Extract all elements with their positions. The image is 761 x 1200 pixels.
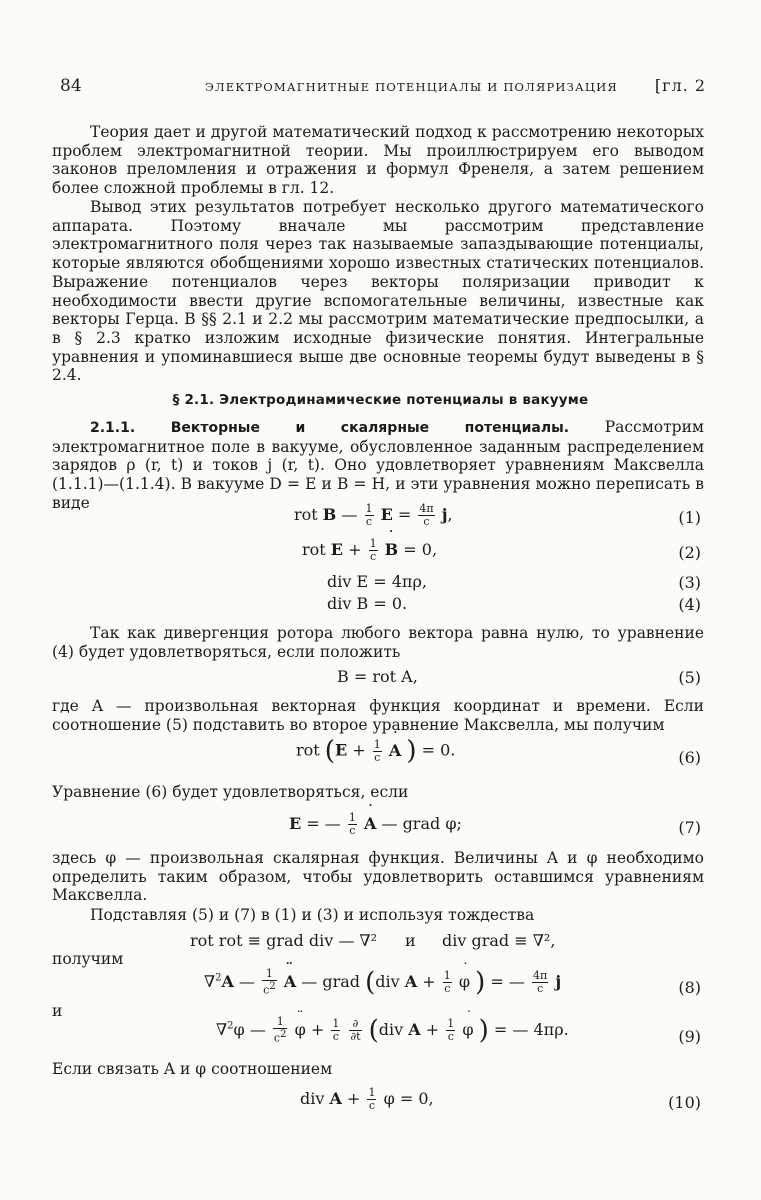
identity-and: и <box>405 931 416 950</box>
paragraph-divergence: Так как дивергенция ротора любого вектора равна нулю, то уравнение (4) будет удовлетворяться, если положить <box>52 624 704 661</box>
equation-9: ∇$^2$φ — $\frac{1}{c^2}$ φ ¨ + $\frac{1}{c}$ $\frac{\partial}{\partial t}$ (div A + $\frac{1}{c}$ φ ˙ ) = — 4πρ. <box>216 1016 569 1045</box>
equation-8: ∇$^2$A — $\frac{1}{c^2}$ A ¨ — grad (div A + $\frac{1}{c}$ φ ˙ ) = — $\frac{4\pi}{c}$ j <box>204 968 561 997</box>
equation-number: (2) <box>678 543 701 562</box>
paragraph-vector-function: где A — произвольная векторная функция координат и времени. Если соотношение (5) подставить во второе уравнение Максвелла, мы получим <box>52 697 704 734</box>
equation-7: E = — $\frac{1}{c}$ A ˙ — grad φ; <box>289 812 462 837</box>
equation-1: rot B — $\frac{1}{c}$ E = $\frac{4\pi}{c}$ j, <box>294 502 453 528</box>
equation-3: div E = 4πρ, <box>327 572 427 591</box>
equation-number: (7) <box>678 818 701 837</box>
equation-6: rot (E + $\frac{1}{c}$ A ˙ ) = 0. <box>296 738 455 764</box>
equation-number: (10) <box>668 1093 701 1112</box>
equation-10: div A + $\frac{1}{c}$ φ = 0, <box>300 1086 434 1112</box>
paragraph-potentials <box>52 418 704 513</box>
paragraph-substitution: Подставляя (5) и (7) в (1) и (3) и используя тождества <box>90 906 535 924</box>
paragraph-scalar-function: здесь φ — произвольная скалярная функция. Величины A и φ необходимо определить таким образом, чтобы удовлетворить оставшимся уравнениям Максвелла. <box>52 849 704 905</box>
equation-number: (4) <box>678 595 701 614</box>
equation-5: B = rot A, <box>337 667 418 686</box>
equation-number: (9) <box>678 1027 701 1046</box>
conjunction-and: и <box>52 1002 63 1020</box>
identity-div-grad: div grad ≡ ∇², <box>442 931 556 950</box>
paragraph-potentials-text: Рассмотрим электромагнитное поле в вакууме, обусловленное заданным распределением зарядов ρ (r, t) и токов j (r, t). Оно удовлетворяет уравнениям Максвелла (1.1.1)—(1.1.4). В вакууме D = E и B = H, и эти уравнения можно переписать в виде <box>52 418 704 512</box>
equation-number: (5) <box>678 668 701 687</box>
equation-number: (8) <box>678 978 701 997</box>
paragraph-obtain: получим <box>52 950 124 968</box>
equation-2: rot E + $\frac{1}{c}$ B ˙ = 0, <box>302 538 437 563</box>
equation-number: (6) <box>678 748 701 767</box>
equation-4: div B = 0. <box>327 594 408 613</box>
equation-number: (3) <box>678 573 701 592</box>
identity-rot-rot: rot rot ≡ grad div — ∇² <box>190 931 377 950</box>
paragraph-gauge: Если связать A и φ соотношением <box>52 1060 333 1078</box>
page-number: 84 <box>60 76 82 96</box>
chapter-marker: [гл. 2 <box>654 76 706 95</box>
paragraph-intro: Теория дает и другой математический подход к рассмотрению некоторых проблем электромагнитной теории. Мы проиллюстрируем его выводом законов преломления и отражения и формул Френеля, а затем решением более сложной проблемы в гл. 12. <box>52 123 704 198</box>
paragraph-plan: Вывод этих результатов потребует несколько другого математического аппарата. Поэтому вначале мы рассмотрим представление электромагнитного поля через так называемые запаздывающие потенциалы, которые являются обобщениями хорошо известных статических потенциалов. Выражение потенциалов через векторы поляризации приводит к необходимости ввести другие вспомогательные величины, известные как векторы Герца. В §§ 2.1 и 2.2 мы рассмотрим математические предпосылки, а в § 2.3 кратко изложим исходные физические понятия. Интегральные уравнения и упоминавшиеся выше две основные теоремы будут выведены в § 2.4. <box>52 198 704 385</box>
section-title: § 2.1. Электродинамические потенциалы в вакууме <box>172 392 589 408</box>
paragraph-equation6: Уравнение (6) будет удовлетворяться, если <box>52 783 409 801</box>
running-title: ЭЛЕКТРОМАГНИТНЫЕ ПОТЕНЦИАЛЫ И ПОЛЯРИЗАЦИЯ <box>205 80 618 94</box>
equation-number: (1) <box>678 508 701 527</box>
subsection-title: 2.1.1. Векторные и скалярные потенциалы. <box>90 420 570 436</box>
